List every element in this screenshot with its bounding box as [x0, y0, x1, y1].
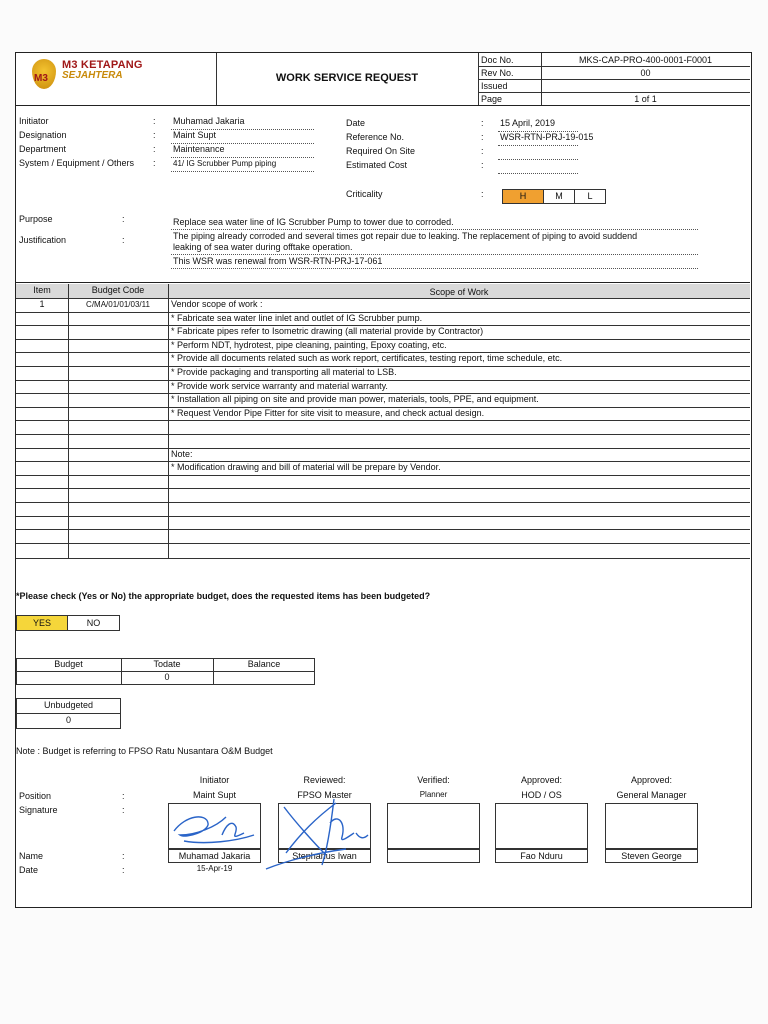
table-row-divider — [16, 366, 750, 367]
scope-line: * Installation all piping on site and provide man power, materials, tools, PPE, and equipment. — [171, 394, 539, 405]
date-row-label: Date — [19, 865, 39, 875]
column-header-budget-code: Budget Code — [91, 285, 145, 295]
rev-no-value: 00 — [640, 68, 651, 78]
designation-value: Maint Supt — [173, 130, 217, 140]
table-row-divider — [16, 488, 750, 489]
name-label: Name — [19, 851, 44, 861]
table-row-divider — [16, 339, 750, 340]
table-row-divider — [16, 502, 750, 503]
justification-line1: The piping already corroded and several times got repair due to leaking. The replacement of piping to avoid suddend — [173, 231, 638, 241]
form-header — [16, 53, 750, 106]
initiator-signature-mark — [166, 805, 261, 851]
signature-box[interactable] — [605, 803, 698, 849]
reference-label: Reference No. — [346, 132, 405, 142]
department-label: Department — [19, 144, 67, 154]
table-row-divider — [16, 352, 750, 353]
signatory-role: Approved: — [520, 775, 563, 785]
signatory-name: Stephanus Iwan — [278, 849, 371, 863]
company-name-line1: M3 KETAPANG — [62, 59, 143, 71]
signatory-position: Planner — [419, 790, 448, 799]
table-row-divider — [16, 461, 750, 462]
scope-line: Note: — [171, 448, 193, 459]
department-value: Maintenance — [173, 144, 225, 154]
reviewer-signature-mark — [256, 793, 386, 873]
signatory-role: Approved: — [630, 775, 673, 785]
table-row-divider — [16, 516, 750, 517]
column-header-item: Item — [33, 285, 51, 295]
signature-label: Signature — [19, 805, 58, 815]
initiator-value: Muhamad Jakaria — [173, 116, 245, 126]
purpose-value: Replace sea water line of IG Scrubber Pump to tower due to corroded. — [173, 217, 454, 227]
column-header-scope: Scope of Work — [429, 287, 489, 297]
signatory-position: FPSO Master — [297, 790, 352, 800]
todate-value: 0 — [164, 672, 170, 682]
table-row-divider — [16, 393, 750, 394]
logo-mark: M3 — [34, 73, 48, 84]
unbudgeted-value: 0 — [65, 715, 71, 725]
signature-date: 15-Apr-19 — [196, 864, 233, 873]
system-value: 41/ IG Scrubber Pump piping — [173, 159, 277, 168]
budget-question: *Please check (Yes or No) the appropriate budget, does the requested items has been budgeted? — [16, 591, 431, 601]
signature-box[interactable] — [387, 803, 480, 849]
budget-note: Note : Budget is referring to FPSO Ratu Nusantara O&M Budget — [16, 746, 273, 756]
company-name-line2: SEJAHTERA — [62, 70, 123, 81]
scope-line: * Provide packaging and transporting all material to LSB. — [171, 367, 397, 377]
position-label: Position — [19, 791, 52, 801]
budget-column-label: Budget — [54, 659, 83, 669]
criticality-label: Criticality — [346, 189, 383, 199]
form-title: WORK SERVICE REQUEST — [275, 72, 419, 84]
budget-yes-option[interactable]: YES — [16, 615, 68, 631]
scope-line: * Provide all documents related such as work report, certificates, testing report, time schedule, etc. — [171, 353, 563, 364]
table-row-divider — [16, 475, 750, 476]
purpose-label: Purpose — [19, 214, 53, 224]
page-value: 1 of 1 — [634, 94, 657, 104]
renewal-note: This WSR was renewal from WSR-RTN-PRJ-17-061 — [173, 256, 383, 266]
date-value: 15 April, 2019 — [500, 118, 556, 128]
table-row-divider — [16, 529, 750, 530]
doc-no-value: MKS-CAP-PRO-400-0001-F0001 — [578, 55, 713, 65]
table-row-divider — [16, 434, 750, 435]
initiator-label: Initiator — [19, 116, 49, 126]
budget-no-option[interactable]: NO — [67, 615, 120, 631]
rev-no-label: Rev No. — [481, 68, 514, 78]
signatory-name: Muhamad Jakaria — [168, 849, 261, 863]
table-row-divider — [16, 407, 750, 408]
estimated-cost-label: Estimated Cost — [346, 160, 408, 170]
scope-line: * Request Vendor Pipe Fitter for site visit to measure, and check actual design. — [171, 407, 485, 418]
scope-line: * Fabricate pipes refer to Isometric drawing (all material provide by Contractor) — [171, 326, 484, 337]
criticality-high-option[interactable]: H — [502, 189, 544, 204]
system-label: System / Equipment / Others — [19, 158, 135, 168]
balance-column-label: Balance — [247, 659, 281, 669]
issued-label: Issued — [481, 81, 508, 91]
scope-line: * Perform NDT, hydrotest, pipe cleaning, painting, Epoxy coating, etc. — [171, 339, 447, 350]
page-label: Page — [481, 94, 503, 104]
signatory-position: General Manager — [616, 790, 687, 800]
signatory-name: Fao Nduru — [495, 849, 588, 863]
table-row-divider — [16, 543, 750, 544]
table-row-divider — [16, 380, 750, 381]
doc-no-label: Doc No. — [481, 55, 514, 65]
designation-label: Designation — [19, 130, 67, 140]
signatory-name — [387, 849, 480, 863]
table-row-divider — [16, 420, 750, 421]
table-row-divider — [16, 448, 750, 449]
signatory-role: Initiator — [199, 775, 230, 785]
item-number: 1 — [39, 299, 45, 309]
unbudgeted-label: Unbudgeted — [43, 700, 94, 710]
criticality-medium-option[interactable]: M — [543, 189, 575, 204]
justification-label: Justification — [19, 235, 67, 245]
scope-line: Vendor scope of work : — [171, 299, 263, 309]
signatory-role: Verified: — [417, 775, 450, 785]
signatory-position: Maint Supt — [192, 790, 237, 800]
table-row-divider — [16, 312, 750, 313]
date-label: Date — [346, 118, 366, 128]
signatory-position: HOD / OS — [521, 790, 562, 800]
table-row-divider — [16, 325, 750, 326]
justification-line2: leaking of sea water during offtake operation. — [173, 242, 353, 252]
reference-value: WSR-RTN-PRJ-19-015 — [500, 132, 594, 142]
work-service-request-form: M3 M3 KETAPANG SEJAHTERA WORK SERVICE REQUEST Doc No. MKS-CAP-PRO-400-0001-F0001 Rev No. 00 Issued Page 1 of 1 Initiator : Muhamad Jakaria Designation : Maint Supt Department : Maintenance System / Equipment / Others : 41/ IG Scrubber Pump piping Date : 15 April, 2019 Reference No. : WSR-RTN-PRJ-19-015 Required On Site : Estimated Cost : Criticality : H M L Purpose : Replace sea water line of IG Scrubber Pump to tower due to corroded. Justification : The piping already corroded and several times got repair due to leaking. The replacement of piping to avoid suddend leaking of sea water during offtake operation. This WSR was renewal from WSR-RTN-PRJ-17-061 Item Budget Code Scope of Work 1 C/MA/01/01/03/11 Vendor scope of work : * Fabricate sea water line inlet and outlet of IG Scrubber pump. * Fabricate pipes refer to Isometric drawing (all material provide by Contractor) * Perform NDT, hydrotest, pipe cleaning, painting, Epoxy coating, etc. * Provide all documents related such as work report, certificates, testing report, time schedule, etc. * Provide packaging and transporting all material to LSB. * Provide work service warranty and material warranty. * Installation all piping on site and provide man power, materials, tools, PPE, and equipment. * Request Vendor Pipe Fitter for site visit to measure, and check actual design. Note: * Modification drawing and bill of material will be prepare by Vendor. *Please check (Yes or No) the appropriate budget, does the requested items has been budgeted? YES NO Budget Todate Balance 0 Unbudgeted 0 Note : Budget is referring to FPSO Ratu Nusantara O&M Budget Position : Signature : Name : Date : Initiator Maint Supt Muhamad Jakaria 15-Apr-19 Reviewed: FPSO Master Stephanus Iwan Verified: Planner Approved: HOD / OS Fao Nduru Approved: General Manager Steven George — [15, 52, 752, 908]
budget-code-value: C/MA/01/01/03/11 — [86, 300, 150, 309]
signature-box[interactable] — [495, 803, 588, 849]
scope-line: * Modification drawing and bill of material will be prepare by Vendor. — [171, 462, 441, 473]
required-on-site-label: Required On Site — [346, 146, 416, 156]
signatory-role: Reviewed: — [303, 775, 346, 785]
signatory-name: Steven George — [605, 849, 698, 863]
criticality-low-option[interactable]: L — [574, 189, 606, 204]
todate-column-label: Todate — [153, 659, 181, 669]
scope-line: * Provide work service warranty and material warranty. — [171, 380, 388, 391]
scope-line: * Fabricate sea water line inlet and outlet of IG Scrubber pump. — [171, 312, 423, 323]
